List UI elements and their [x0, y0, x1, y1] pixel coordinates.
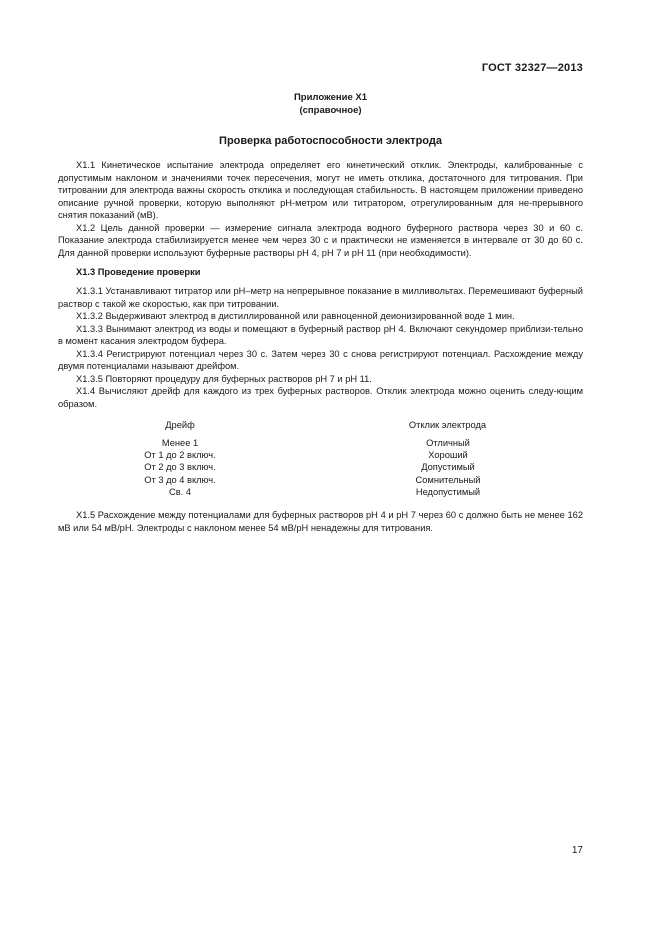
final-block [58, 509, 583, 534]
response-value: Хороший [428, 450, 468, 461]
drift-column [130, 437, 230, 498]
response-value: Отличный [426, 438, 470, 448]
section-heading: Проверка работоспособности электрода [219, 135, 442, 147]
response-value: Допустимый [421, 462, 475, 473]
page-number: 17 [571, 845, 583, 856]
paragraph-x1-3-2: Х1.3.2 Выдерживают электрод в дистиллированной или равноценной деионизированной воде 1 мин. [76, 311, 515, 321]
drift-value: От 1 до 2 включ. [144, 450, 216, 461]
drift-value: От 2 до 3 включ. [144, 462, 216, 473]
response-column-header: Отклик электрода [408, 420, 487, 430]
paragraph-x1-4: Х1.4 Вычисляют дрейф для каждого из трех буферных растворов. Отклик электрода можно оценить следу-ющим образом. [58, 386, 583, 409]
annex-title: Приложение Х1 [293, 92, 368, 103]
paragraph-x1-3-5: Х1.3.5 Повторяют процедуру для буферных растворов pH 7 и pH 11. [76, 373, 372, 384]
drift-value: Менее 1 [161, 438, 199, 448]
response-value: Сомнительный [415, 474, 481, 485]
subheading-x1-3: Х1.3 Проведение проверки [76, 267, 201, 277]
paragraph-x1-3-3: Х1.3.3 Вынимают электрод из воды и помещают в буферный раствор pH 4. Включают секундомер приблизи-тельно в момент касания электродом буфера. [58, 323, 583, 346]
response-column [392, 437, 504, 498]
procedure-block [58, 285, 583, 410]
paragraph-x1-3-1: Х1.3.1 Устанавливают титратор или pH–метр на непрерывное показание в милливольтах. Перемешивают буферный раствор с такой же скоростью, как при титровании. [58, 286, 583, 309]
paragraph-x1-1: Х1.1 Кинетическое испытание электрода определяет его кинетический отклик. Электроды, калиброванные с допустимым наклоном и значениями точек пересечения, могут не иметь отклика, достаточного для титрования. При титровании для электрода важны скорость отклика и последующая стабильность. В настоящем приложении приведено описание ручной проверки, которую выполняют pH-метром или титратором, отрегулированным для не-прерывного снятия показаний (мВ). [58, 160, 583, 220]
paragraph-x1-3-4: Х1.3.4 Регистрируют потенциал через 30 с. Затем через 30 с снова регистрируют потенциал. Расхождение между двумя потенциалами называют дрейфом. [58, 348, 583, 371]
response-value: Недопустимый [415, 486, 481, 497]
drift-value: Св. 4 [169, 486, 191, 497]
paragraph-x1-2: Х1.2 Цель данной проверки — измерение сигнала электрода водного буферного раствора через 30 и 60 с. Показание электрода стабилизируется менее чем через 30 с и практически не изменяется в интервале от 30 до 60 с. Для данной проверки используют буферные растворы pH 4, pH 7 и pH 11 (при необходимости). [58, 222, 583, 258]
drift-column-header: Дрейф [165, 420, 195, 430]
paragraph-x1-5: Х1.5 Расхождение между потенциалами для буферных растворов pH 4 и pH 7 через 60 с должно быть не менее 162 мВ или 54 мВ/pH. Электроды с наклоном менее 54 мВ/pH ненадежны для титрования. [58, 510, 583, 533]
drift-value: От 3 до 4 включ. [144, 474, 216, 485]
standard-number: ГОСТ 32327—2013 [481, 62, 583, 74]
annex-subtitle: (справочное) [299, 105, 362, 116]
intro-block [58, 159, 583, 259]
